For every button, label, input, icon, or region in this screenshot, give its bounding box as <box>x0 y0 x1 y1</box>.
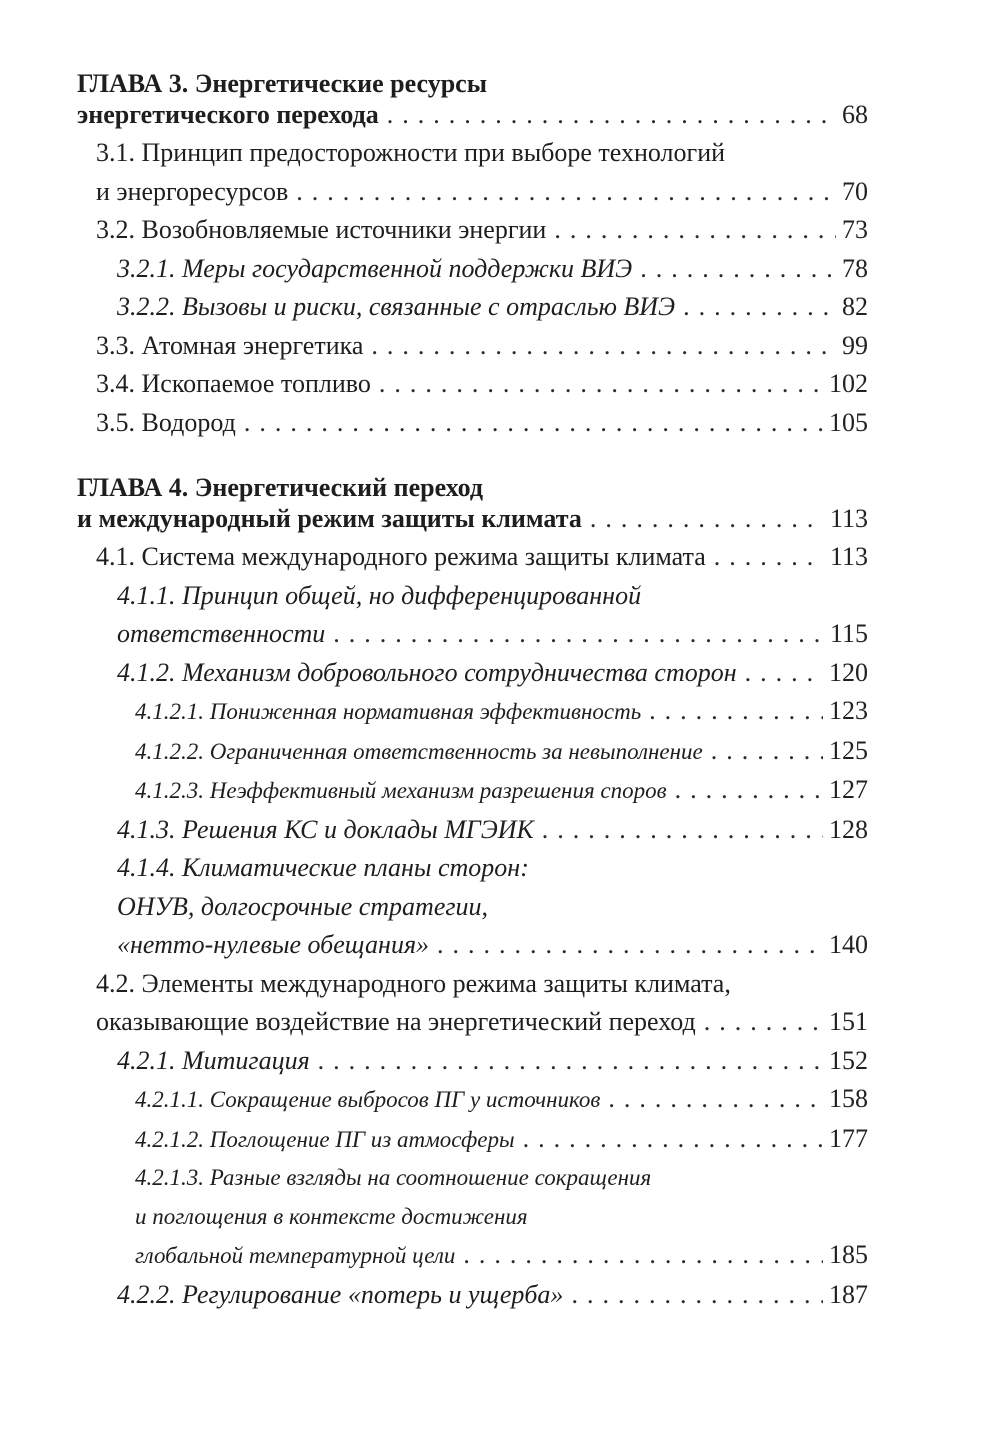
page-number: 70 <box>842 176 868 206</box>
toc-line <box>96 538 868 577</box>
toc-entry <box>96 134 868 211</box>
toc-entry-text: 4.2.1.1. Сокращение выбросов ПГ у источников <box>135 1087 601 1112</box>
toc-entry-text: 4.1.2.3. Неэффективный механизм разрешения споров <box>135 778 667 803</box>
page-number: 128 <box>829 814 868 844</box>
toc-entry <box>77 472 868 534</box>
toc-entry-text: 4.1. Система международного режима защиты климата <box>96 542 706 571</box>
toc-line <box>96 365 868 404</box>
toc-entry-text: 4.1.2.1. Пониженная нормативная эффективность <box>135 699 642 724</box>
toc-line <box>117 577 868 616</box>
toc-entry-text: 4.1.4. Климатические планы сторон: <box>117 853 529 882</box>
page-number: 127 <box>829 775 868 804</box>
toc-line <box>117 654 868 693</box>
toc-entry <box>135 1120 868 1160</box>
dot-leader <box>542 811 823 850</box>
toc-entry <box>135 1080 868 1120</box>
toc-entry-text: 4.2.1.2. Поглощение ПГ из атмосферы <box>135 1126 515 1152</box>
page-number: 123 <box>829 696 868 725</box>
toc-line <box>96 404 868 443</box>
toc-line <box>77 503 868 534</box>
page-number: 102 <box>829 369 868 398</box>
toc-entry-text: 3.5. Водород <box>96 407 236 437</box>
toc-line <box>117 849 868 888</box>
toc-entry-text: 3.2.2. Вызовы и риски, связанные с отраслью ВИЭ <box>117 292 676 321</box>
toc-entry-text: 4.2.1. Митигация <box>117 1045 310 1075</box>
dot-leader <box>714 538 824 577</box>
toc-line <box>117 1276 868 1315</box>
toc-entry-text: и поглощения в контексте достижения <box>135 1203 528 1229</box>
page-number: 151 <box>829 1007 868 1036</box>
dot-leader <box>523 1120 823 1159</box>
page-number: 140 <box>829 930 868 959</box>
dot-leader <box>244 404 823 443</box>
toc-entry-text: ответственности <box>117 619 326 648</box>
page-number: 125 <box>829 735 868 765</box>
toc-entry <box>117 577 868 654</box>
toc-line <box>117 811 868 850</box>
toc-entry-text: 4.2. Элементы международного режима защиты климата, <box>96 968 731 998</box>
toc-entry-text: 4.1.2. Механизм добровольного сотрудничества сторон <box>117 657 737 687</box>
toc-entry-text: энергетического перехода <box>77 100 379 129</box>
toc-entry <box>77 68 868 130</box>
dot-leader <box>296 173 836 212</box>
dot-leader <box>640 250 836 289</box>
page-number: 177 <box>829 1123 868 1153</box>
page-number: 68 <box>842 100 868 129</box>
page-number: 158 <box>829 1084 868 1113</box>
toc-entry <box>96 211 868 250</box>
toc-entry <box>117 654 868 693</box>
toc-entry-text: 3.2.1. Меры государственной поддержки ВИЭ <box>117 253 633 283</box>
toc-entry-text: 4.1.3. Решения КС и доклады МГЭИК <box>117 814 534 844</box>
toc-entry <box>117 250 868 289</box>
page-number: 99 <box>842 330 868 360</box>
page-number: 73 <box>842 215 868 244</box>
dot-leader <box>437 926 823 965</box>
toc-entry <box>135 732 868 772</box>
page-number: 105 <box>829 407 868 437</box>
toc-line <box>96 173 868 212</box>
page-number: 82 <box>842 292 868 321</box>
toc-entry <box>135 771 868 811</box>
dot-leader <box>675 771 823 810</box>
toc-entry <box>117 288 868 327</box>
toc-line <box>135 732 868 772</box>
toc-line <box>117 1042 868 1081</box>
toc-line <box>77 472 868 503</box>
page-number: 115 <box>829 619 868 648</box>
toc-entry <box>117 1276 868 1315</box>
toc-entry-text: 3.4. Ископаемое топливо <box>96 369 371 398</box>
toc-entry-text: 3.3. Атомная энергетика <box>96 330 364 360</box>
dot-leader <box>649 692 823 731</box>
toc-entry-text: 4.2.2. Регулирование «потерь и ущерба» <box>117 1279 564 1309</box>
toc-entry <box>117 1042 868 1081</box>
toc-line <box>135 1120 868 1160</box>
dot-leader <box>387 99 836 130</box>
page-number: 120 <box>829 657 868 687</box>
dot-leader <box>379 365 823 404</box>
toc-line <box>77 68 868 99</box>
page-number: 152 <box>829 1045 868 1075</box>
toc-entry <box>135 692 868 732</box>
page-number: 113 <box>829 542 868 571</box>
toc-entry-text: «нетто-нулевые обещания» <box>117 930 430 959</box>
toc-entry <box>117 811 868 850</box>
dot-leader <box>333 615 824 654</box>
toc-entry <box>96 327 868 366</box>
toc-line <box>96 1003 868 1042</box>
toc-line <box>135 1236 868 1276</box>
toc-line <box>96 965 868 1004</box>
dot-leader <box>745 654 823 693</box>
toc-entry <box>96 538 868 577</box>
page-number: 113 <box>829 504 868 533</box>
toc-entry-text: 3.2. Возобновляемые источники энергии <box>96 215 547 244</box>
toc-entry-text: оказывающие воздействие на энергетический переход <box>96 1007 696 1036</box>
dot-leader <box>463 1236 823 1275</box>
toc-entry-text: и энергоресурсов <box>96 176 289 206</box>
toc-entry <box>96 365 868 404</box>
toc-line <box>117 926 868 965</box>
dot-leader <box>608 1080 823 1119</box>
toc-line <box>117 288 868 327</box>
dot-leader <box>318 1042 823 1081</box>
dot-leader <box>554 211 836 250</box>
toc-entry-text: и международный режим защиты климата <box>77 504 582 533</box>
toc-entry <box>135 1159 868 1276</box>
toc-line <box>135 771 868 811</box>
dot-leader <box>711 732 823 771</box>
toc-entry-text: 3.1. Принцип предосторожности при выборе технологий <box>96 138 726 167</box>
toc-entry <box>96 965 868 1042</box>
toc-line <box>135 1080 868 1120</box>
page-number: 185 <box>829 1240 868 1269</box>
toc-line <box>96 327 868 366</box>
toc-line <box>135 1159 868 1198</box>
page-number: 187 <box>829 1279 868 1309</box>
dot-leader <box>590 503 824 534</box>
toc-line <box>117 615 868 654</box>
toc-entry-text: ГЛАВА 4. Энергетический переход <box>77 473 484 502</box>
toc-line <box>135 1198 868 1237</box>
toc-entry-text: 4.1.1. Принцип общей, но дифференцированной <box>117 580 642 610</box>
toc-entry <box>117 849 868 965</box>
dot-leader <box>704 1003 823 1042</box>
toc-line <box>117 250 868 289</box>
toc-line <box>117 888 868 927</box>
toc-entry-text: 4.2.1.3. Разные взгляды на соотношение сокращения <box>135 1165 652 1190</box>
toc-entry <box>96 404 868 443</box>
page-number: 78 <box>842 253 868 283</box>
toc-entry-text: ГЛАВА 3. Энергетические ресурсы <box>77 69 487 98</box>
toc-entry-text: глобальной температурной цели <box>135 1243 456 1268</box>
toc-line <box>77 99 868 130</box>
toc-line <box>96 134 868 173</box>
dot-leader <box>683 288 836 327</box>
toc-entry-text: ОНУВ, долгосрочные стратегии, <box>117 891 489 921</box>
dot-leader <box>571 1276 823 1315</box>
toc-line <box>135 692 868 732</box>
dot-leader <box>371 327 836 366</box>
toc-entry-text: 4.1.2.2. Ограниченная ответственность за невыполнение <box>135 738 703 764</box>
toc-line <box>96 211 868 250</box>
